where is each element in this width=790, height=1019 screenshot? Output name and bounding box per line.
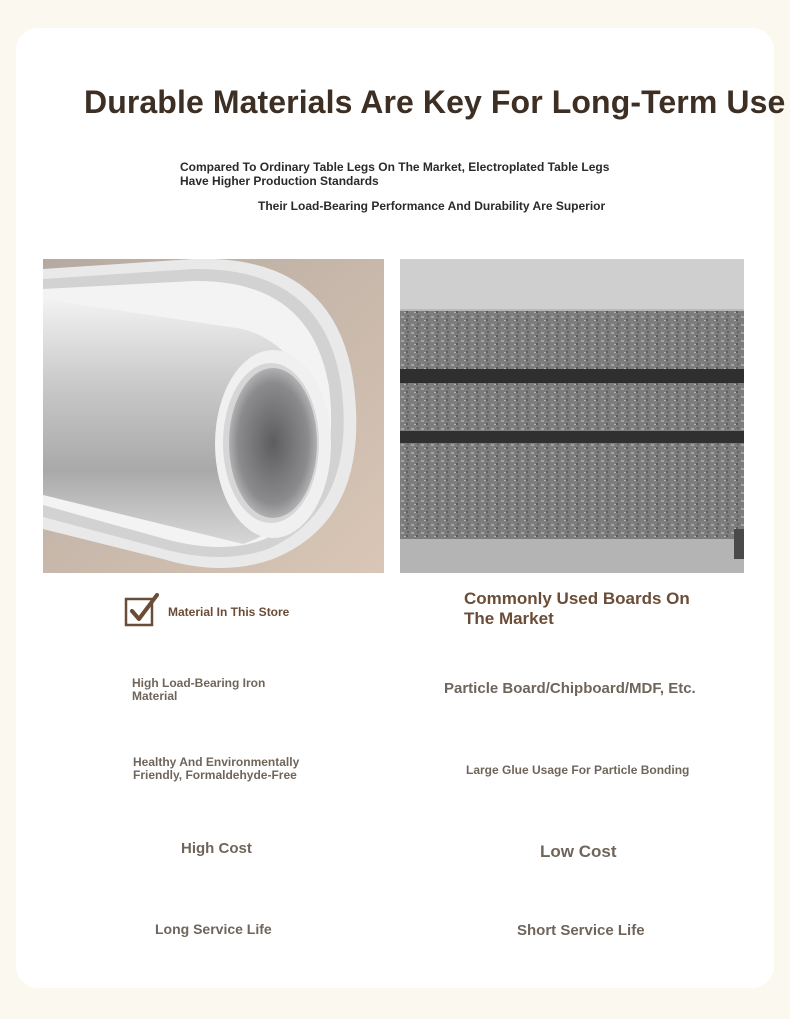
market-row-4: Short Service Life [517,922,645,939]
store-row-2: Healthy And Environmentally Friendly, Formaldehyde-Free [133,755,300,782]
particle-board-stack-image [400,259,744,573]
checkmark-box-icon [124,592,160,628]
store-row-4: Long Service Life [155,921,272,937]
subtitle-line-2: Their Load-Bearing Performance And Durability Are Superior [258,199,606,213]
store-material-label: Material In This Store [168,605,290,619]
market-row-1: Particle Board/Chipboard/MDF, Etc. [444,680,696,697]
page-title: Durable Materials Are Key For Long-Term Use [84,84,786,120]
store-row-1: High Load-Bearing Iron Material [132,676,266,703]
store-row-3: High Cost [181,840,252,857]
market-row-2: Large Glue Usage For Particle Bonding [466,763,690,777]
subtitle-line-1: Compared To Ordinary Table Legs On The Market, Electroplated Table Legs Have Higher Production Standards [180,160,610,188]
rolled-metal-sheet-image [43,259,384,573]
market-row-3: Low Cost [540,842,617,861]
market-boards-label: Commonly Used Boards On The Market [464,589,690,628]
